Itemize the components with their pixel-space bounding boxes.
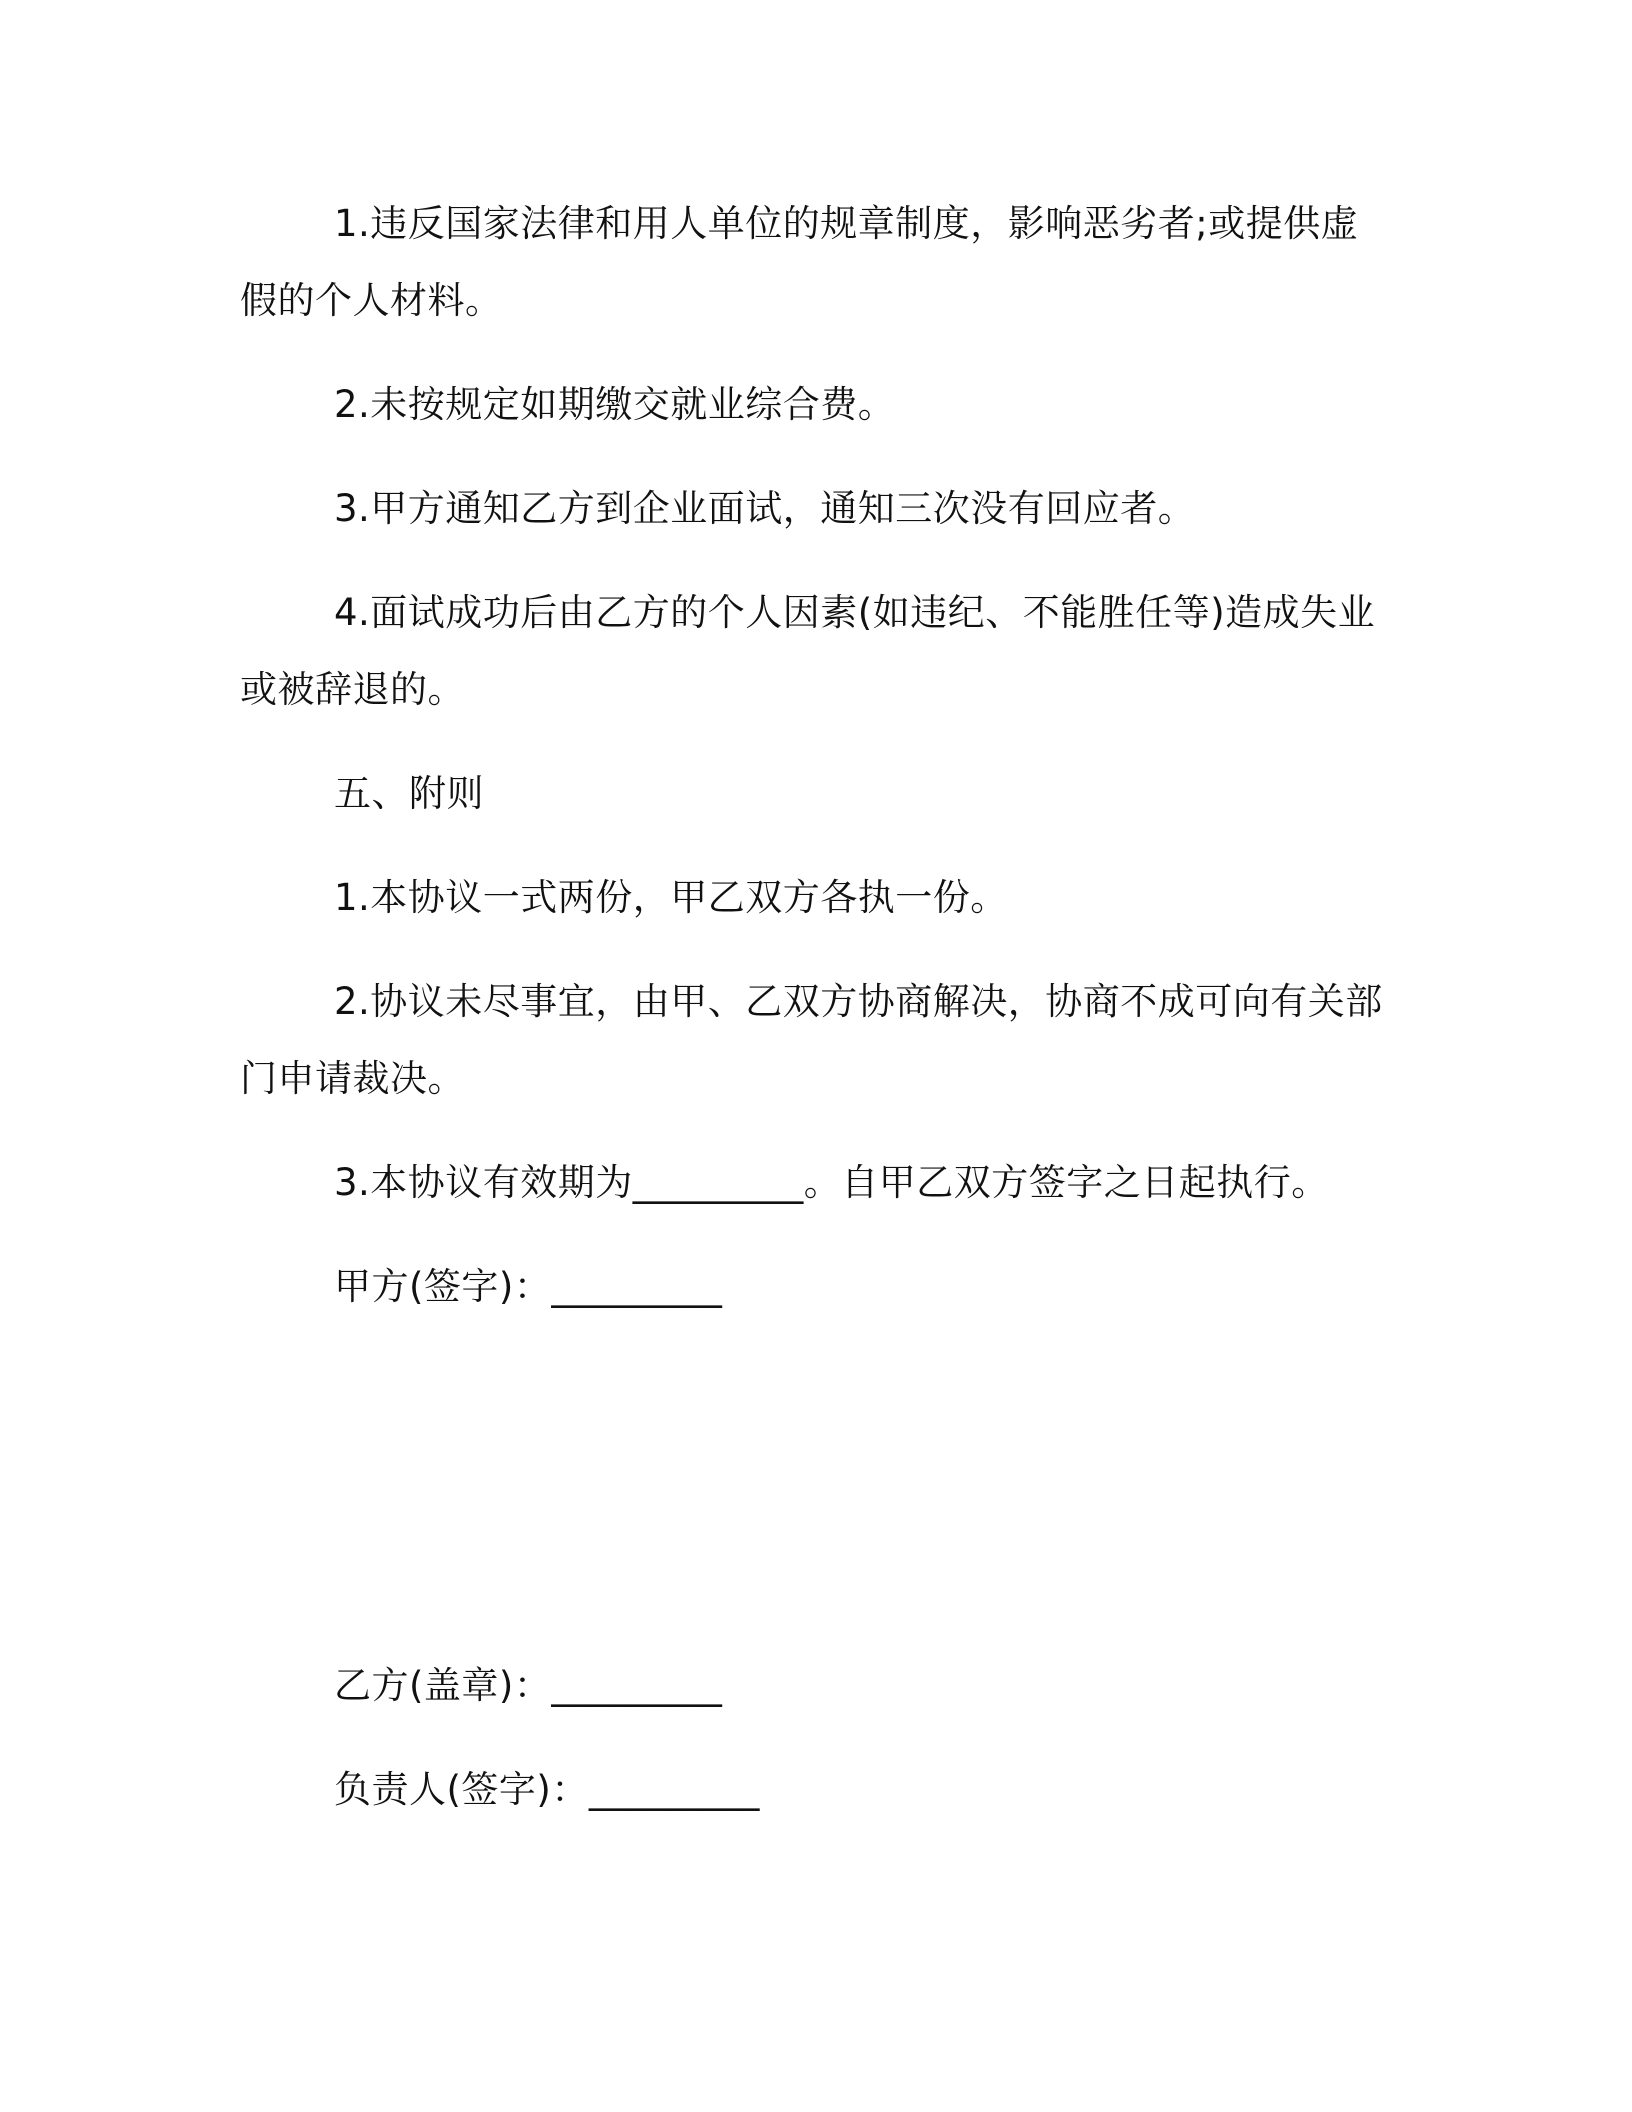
signature-party-a: 甲方(签字)：_________ [334, 1265, 723, 1308]
paragraph-gap [240, 728, 1385, 755]
signature-party-b: 乙方(盖章)：_________ [334, 1664, 723, 1707]
clause-violation: 1.违反国家法律和用人单位的规章制度，影响恶劣者;或提供虚假的个人材料。 [240, 202, 1359, 322]
supplementary-validity: 3.本协议有效期为_________。自甲乙双方签字之日起执行。 [334, 1161, 1329, 1204]
paragraph-gap [240, 936, 1385, 963]
paragraph-gap [240, 339, 1385, 366]
clause-no-response: 3.甲方通知乙方到企业面试，通知三次没有回应者。 [334, 487, 1196, 530]
paragraph-gap [240, 1724, 1385, 1751]
paragraph-gap [240, 547, 1385, 574]
signature-space [240, 1325, 1385, 1647]
clause-unpaid-fee: 2.未按规定如期缴交就业综合费。 [334, 383, 896, 426]
supplementary-disputes: 2.协议未尽事宜，由甲、乙双方协商解决，协商不成可向有关部门申请裁决。 [240, 980, 1383, 1100]
paragraph-gap [240, 832, 1385, 859]
signature-responsible-person: 负责人(签字)：_________ [334, 1768, 760, 1811]
document-body [240, 185, 1385, 1828]
section-heading-supplementary: 五、附则 [334, 772, 484, 815]
supplementary-copies: 1.本协议一式两份，甲乙双方各执一份。 [334, 876, 1008, 919]
paragraph-gap [240, 1117, 1385, 1144]
paragraph-gap [240, 1221, 1385, 1248]
clause-personal-factors: 4.面试成功后由乙方的个人因素(如违纪、不能胜任等)造成失业或被辞退的。 [240, 591, 1376, 711]
paragraph-gap [240, 443, 1385, 470]
